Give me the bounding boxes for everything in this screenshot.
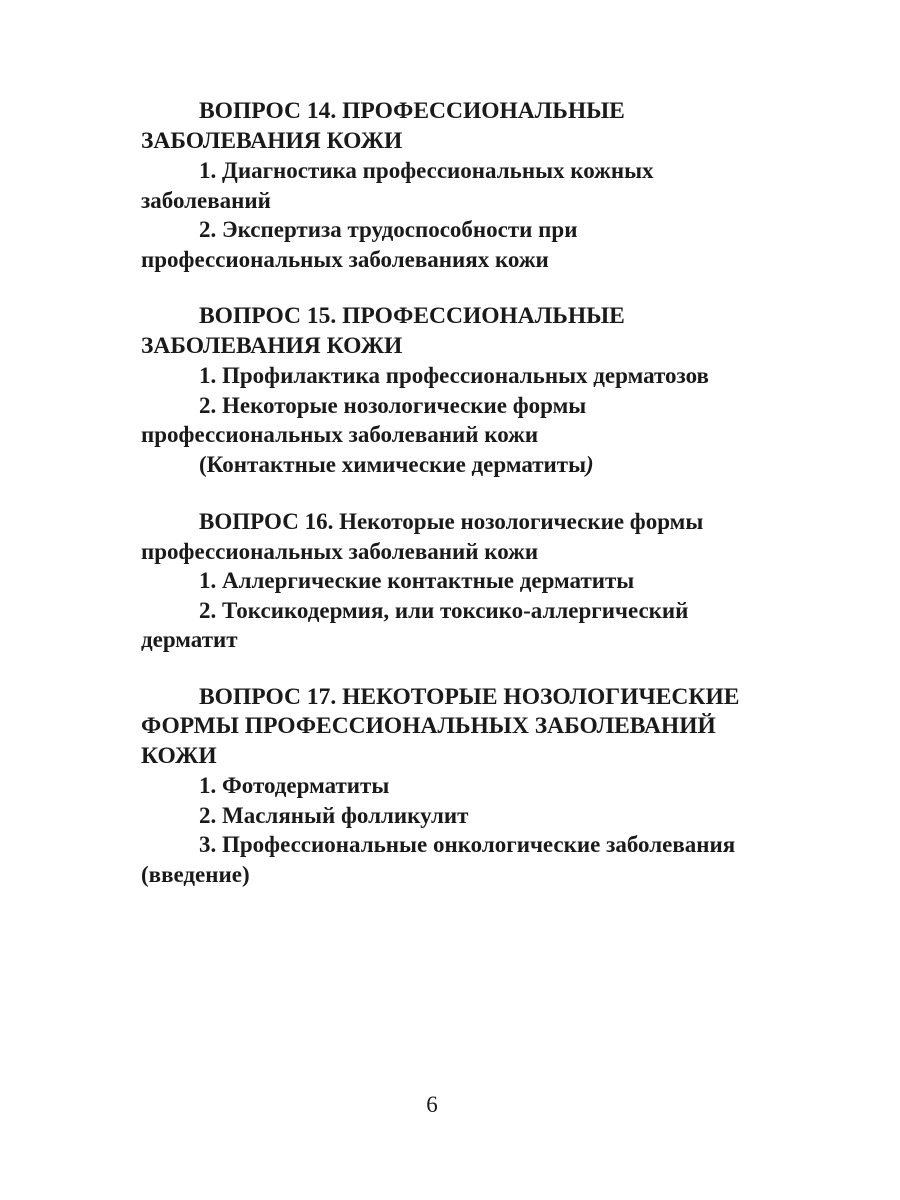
question-15-item-3-text: (Контактные химические дерматиты xyxy=(199,451,587,477)
question-15-item-3-closing-paren: ) xyxy=(586,451,594,477)
question-14-heading: ВОПРОС 14. ПРОФЕССИОНАЛЬНЫЕ ЗАБОЛЕВАНИЯ КОЖИ xyxy=(141,98,625,154)
question-17-item-2: 2. Масляный фолликулит xyxy=(199,802,469,828)
question-14-item-1: 1. Диагностика профессиональных кожных заболеваний xyxy=(141,158,654,213)
question-15-item-1: 1. Профилактика профессиональных дерматозов xyxy=(199,363,709,388)
page-number: 6 xyxy=(426,1092,438,1117)
question-17-item-3: 3. Профессиональные онкологические заболевания (введение) xyxy=(141,832,736,887)
page-content xyxy=(141,97,761,917)
question-16-section xyxy=(141,507,761,655)
question-14-item-2: 2. Экспертиза трудоспособности при профессиональных заболеваниях кожи xyxy=(141,217,578,272)
question-16-item-1: 1. Аллергические контактные дерматиты xyxy=(199,568,635,593)
question-17-heading: ВОПРОС 17. НЕКОТОРЫЕ НОЗОЛОГИЧЕСКИЕ ФОРМЫ ПРОФЕССИОНАЛЬНЫХ ЗАБОЛЕВАНИЙ КОЖИ xyxy=(141,683,740,769)
question-15-section xyxy=(141,302,761,479)
question-14-section xyxy=(141,97,761,274)
question-15-item-3 xyxy=(141,450,761,480)
question-17-section xyxy=(141,683,761,890)
question-17-item-1: 1. Фотодерматиты xyxy=(199,773,390,798)
question-15-heading: ВОПРОС 15. ПРОФЕССИОНАЛЬНЫЕ ЗАБОЛЕВАНИЯ КОЖИ xyxy=(141,303,625,359)
question-15-item-2: 2. Некоторые нозологические формы профессиональных заболеваний кожи xyxy=(141,392,587,447)
question-16-item-2: 2. Токсикодермия, или токсико-аллергический дерматит xyxy=(141,597,689,652)
question-16-heading: ВОПРОС 16. Некоторые нозологические формы профессиональных заболеваний кожи xyxy=(141,509,704,564)
